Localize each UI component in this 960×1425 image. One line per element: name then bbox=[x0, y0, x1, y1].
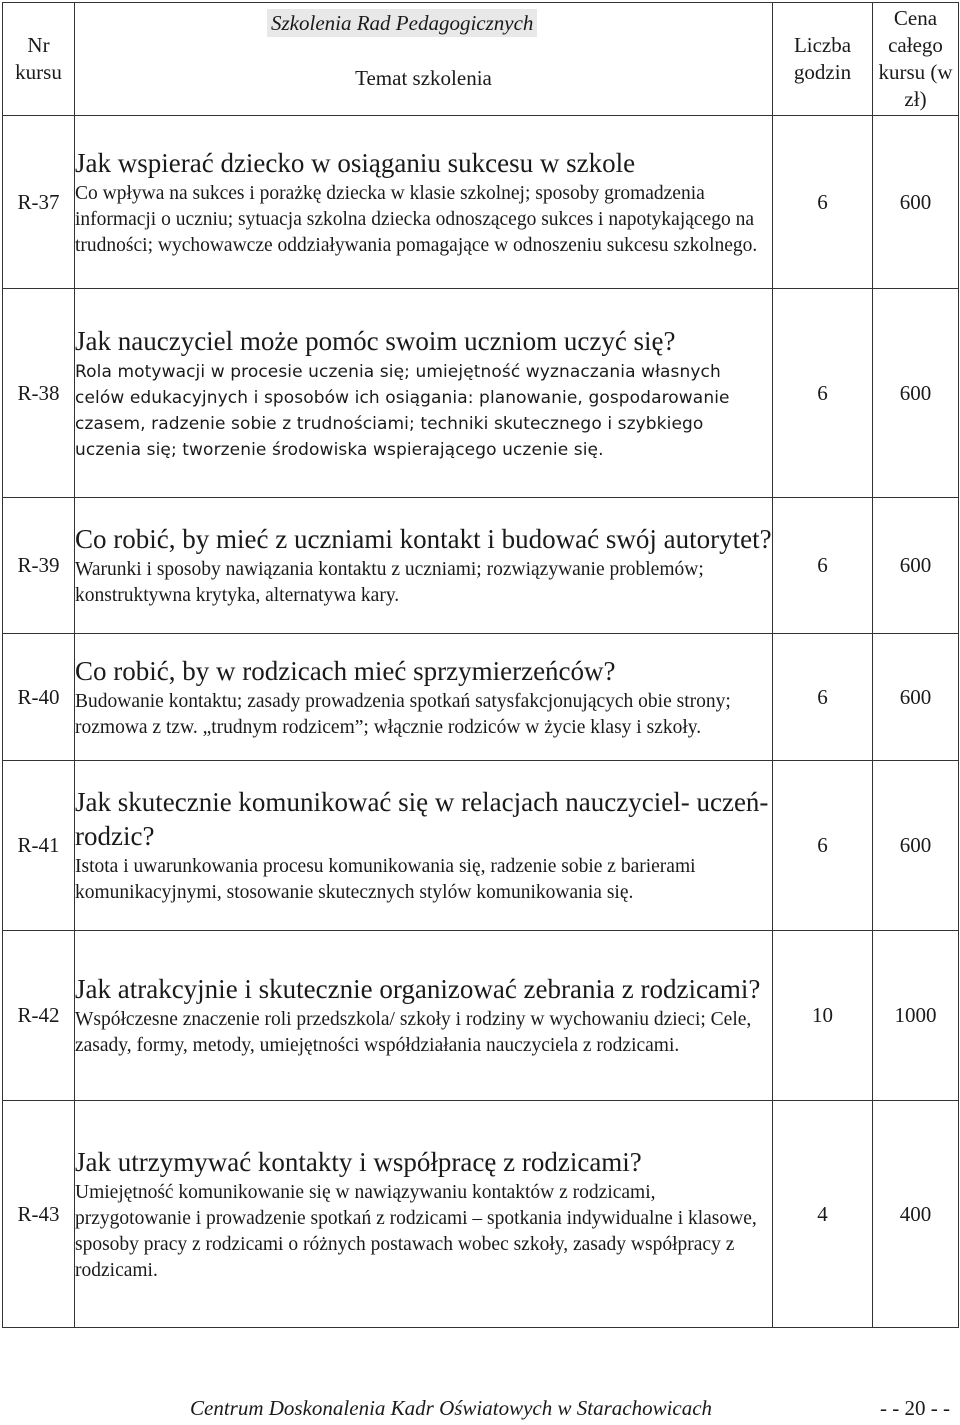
course-nr: R-42 bbox=[3, 931, 75, 1101]
course-hours: 6 bbox=[773, 289, 873, 498]
course-nr: R-39 bbox=[3, 498, 75, 634]
course-row-r42 bbox=[3, 931, 959, 1101]
footer-center-name: Centrum Doskonalenia Kadr Oświatowych w Starachowicach bbox=[190, 1396, 713, 1420]
course-title: Jak wspierać dziecko w osiąganiu sukcesu w szkole bbox=[75, 147, 636, 178]
course-row-r37 bbox=[3, 116, 959, 289]
course-topic bbox=[75, 761, 773, 931]
course-row-r39 bbox=[3, 498, 959, 634]
course-hours: 10 bbox=[773, 931, 873, 1101]
course-nr: R-38 bbox=[3, 289, 75, 498]
course-description: Współczesne znaczenie roli przedszkola/ szkoły i rodziny w wychowaniu dzieci; Cele, zasady, formy, metody, umiejętności współdziałania nauczyciela z rodzicami. bbox=[75, 1009, 752, 1056]
course-title: Co robić, by w rodzicach mieć sprzymierzeńców? bbox=[75, 655, 616, 686]
course-price: 400 bbox=[873, 1101, 959, 1328]
course-nr: R-41 bbox=[3, 761, 75, 931]
course-description: Co wpływa na sukces i porażkę dziecka w klasie szkolnej; sposoby gromadzenia informacji o uczniu; sytuacja szkolna dziecka odnoszącego sukces i napotykającego na trudności; wychowawcze oddziaływania pomagające w odnoszeniu sukcesu szkolnego. bbox=[75, 182, 758, 256]
course-price: 600 bbox=[873, 761, 959, 931]
course-price: 600 bbox=[873, 289, 959, 498]
courses-table bbox=[2, 2, 959, 1328]
course-row-r38 bbox=[3, 289, 959, 498]
course-nr: R-43 bbox=[3, 1101, 75, 1328]
course-hours: 6 bbox=[773, 498, 873, 634]
course-topic bbox=[75, 498, 773, 634]
course-topic bbox=[75, 931, 773, 1101]
page-number: - - 20 - - bbox=[880, 1396, 950, 1420]
course-description: Umiejętność komunikowanie się w nawiązywaniu kontaktów z rodzicami, przygotowanie i prowadzenie spotkań z rodzicami – spotkania indywidualne i klasowe, sposoby pracy z rodzicami o różnych postawach wobec szkoły, zasady współpracy z rodzicami. bbox=[75, 1181, 757, 1281]
course-price: 1000 bbox=[873, 931, 959, 1101]
course-title: Jak utrzymywać kontakty i współpracę z rodzicami? bbox=[75, 1146, 642, 1177]
topic-label: Temat szkolenia bbox=[355, 66, 492, 90]
course-row-r41 bbox=[3, 761, 959, 931]
course-price: 600 bbox=[873, 498, 959, 634]
hours-header: Liczba godzin bbox=[773, 3, 873, 116]
course-description: Warunki i sposoby nawiązania kontaktu z uczniami; rozwiązywanie problemów; konstruktywna krytyka, alternatywa kary. bbox=[75, 559, 704, 606]
course-nr: R-37 bbox=[3, 116, 75, 289]
course-row-r40 bbox=[3, 634, 959, 761]
topic-header bbox=[75, 3, 773, 116]
course-description: Budowanie kontaktu; zasady prowadzenia spotkań satysfakcjonujących obie strony; rozmowa z tzw. „trudnym rodzicem”; włącznie rodziców w życie klasy i szkoły. bbox=[75, 690, 731, 738]
course-price: 600 bbox=[873, 634, 959, 761]
course-topic bbox=[75, 634, 773, 761]
course-hours: 4 bbox=[773, 1101, 873, 1328]
course-description: Rola motywacji w procesie uczenia się; umiejętność wyznaczania własnych celów edukacyjnych i sposobów ich osiągania: planowanie, gospodarowanie czasem, radzenie sobie z trudnościami; techniki skutecznego i szybkiego uczenia się; tworzenie środowiska wspierającego uczenie się. bbox=[75, 361, 730, 460]
course-title: Jak nauczyciel może pomóc swoim uczniom uczyć się? bbox=[75, 325, 676, 356]
nr-header: Nr kursu bbox=[3, 3, 75, 116]
course-nr: R-40 bbox=[3, 634, 75, 761]
course-title: Jak skutecznie komunikować się w relacjach nauczyciel- uczeń- rodzic? bbox=[75, 787, 769, 851]
course-topic bbox=[75, 1101, 773, 1328]
course-price: 600 bbox=[873, 116, 959, 289]
course-title: Jak atrakcyjnie i skutecznie organizować zebrania z rodzicami? bbox=[75, 974, 761, 1004]
course-topic bbox=[75, 289, 773, 498]
course-description: Istota i uwarunkowania procesu komunikowania się, radzenie sobie z barierami komunikacyjnymi, stosowanie skutecznych stylów komunikowania się. bbox=[75, 856, 696, 903]
course-hours: 6 bbox=[773, 761, 873, 931]
course-row-r43 bbox=[3, 1101, 959, 1328]
series-banner: Szkolenia Rad Pedagogicznych bbox=[267, 9, 537, 37]
course-hours: 6 bbox=[773, 116, 873, 289]
price-header: Cena całego kursu (w zł) bbox=[873, 3, 959, 116]
course-title: Co robić, by mieć z uczniami kontakt i budować swój autorytet? bbox=[75, 524, 772, 554]
header-row bbox=[3, 3, 959, 116]
course-hours: 6 bbox=[773, 634, 873, 761]
course-topic bbox=[75, 116, 773, 289]
